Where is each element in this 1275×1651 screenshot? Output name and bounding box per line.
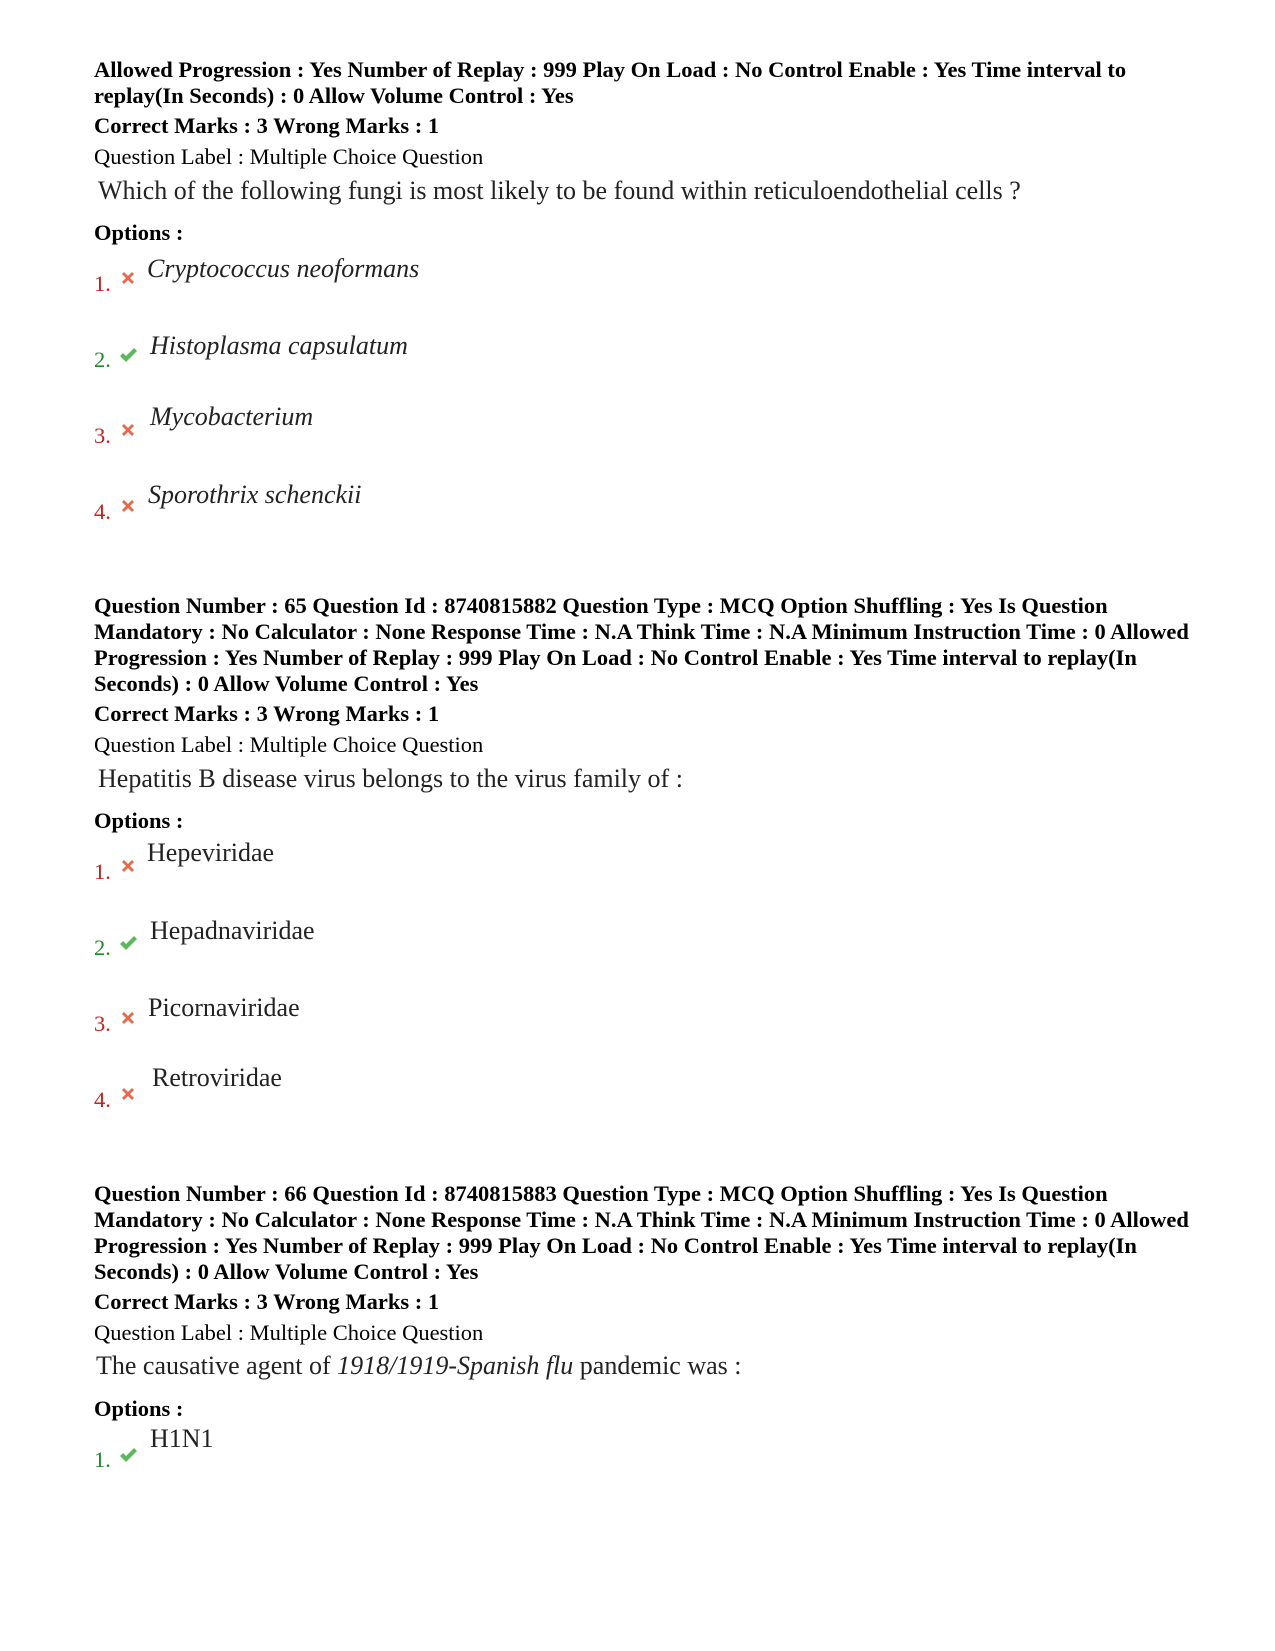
check-icon bbox=[118, 933, 138, 953]
options-header: Options : bbox=[94, 808, 184, 833]
options-header: Options : bbox=[94, 1396, 184, 1421]
option-text: Mycobacterium bbox=[150, 402, 314, 431]
option-number: 3. bbox=[94, 1011, 111, 1036]
check-icon bbox=[118, 1445, 138, 1465]
question-metadata: Question Number : 66 Question Id : 8740815883 Question Type : MCQ Option Shuffling : Yes Is Question Mandatory : No Calculator : None Response Time : N.A Think Time : N.A Minimum Instruction Time : 0 Allowed Progression : Yes Number of Replay : 999 Play On Load : No Control Enable : Yes Time interval to replay(In Seconds) : 0 Allow Volume Control : Yes bbox=[94, 1181, 1189, 1284]
cross-icon bbox=[118, 856, 138, 876]
option-number: 4. bbox=[94, 499, 111, 524]
option-number: 4. bbox=[94, 1087, 111, 1112]
marks-info: Correct Marks : 3 Wrong Marks : 1 bbox=[94, 113, 440, 138]
check-icon bbox=[118, 345, 138, 365]
question-label: Question Label : Multiple Choice Question bbox=[94, 144, 484, 169]
cross-icon bbox=[118, 420, 138, 440]
question-text-suffix: pandemic was : bbox=[573, 1351, 742, 1380]
option-number: 2. bbox=[94, 935, 111, 960]
cross-icon bbox=[118, 496, 138, 516]
cross-icon bbox=[118, 1008, 138, 1028]
question-metadata: Question Number : 65 Question Id : 8740815882 Question Type : MCQ Option Shuffling : Yes Is Question Mandatory : No Calculator : None Response Time : N.A Think Time : N.A Minimum Instruction Time : 0 Allowed Progression : Yes Number of Replay : 999 Play On Load : No Control Enable : Yes Time interval to replay(In Seconds) : 0 Allow Volume Control : Yes bbox=[94, 593, 1189, 696]
option-number: 2. bbox=[94, 347, 111, 372]
question-text: Hepatitis B disease virus belongs to the virus family of : bbox=[98, 764, 683, 793]
marks-info: Correct Marks : 3 Wrong Marks : 1 bbox=[94, 1289, 440, 1314]
option-number: 3. bbox=[94, 423, 111, 448]
option-text: Cryptococcus neoformans bbox=[147, 254, 420, 283]
question-label: Question Label : Multiple Choice Question bbox=[94, 732, 484, 757]
question-text-prefix: The causative agent of bbox=[96, 1351, 338, 1380]
cross-icon bbox=[118, 268, 138, 288]
option-text: Histoplasma capsulatum bbox=[150, 331, 408, 360]
option-text: Sporothrix schenckii bbox=[148, 480, 362, 509]
option-number: 1. bbox=[94, 859, 111, 884]
option-text: Hepadnaviridae bbox=[150, 916, 315, 945]
option-number: 1. bbox=[94, 271, 111, 296]
question-text: Which of the following fungi is most likely to be found within reticuloendothelial cells ? bbox=[98, 176, 1021, 205]
option-number: 1. bbox=[94, 1447, 111, 1472]
question-text-italic: 1918/1919-Spanish flu bbox=[337, 1351, 574, 1380]
option-text: Hepeviridae bbox=[147, 838, 275, 867]
options-header: Options : bbox=[94, 220, 184, 245]
option-text: Retroviridae bbox=[152, 1063, 282, 1092]
question-label: Question Label : Multiple Choice Question bbox=[94, 1320, 484, 1345]
question-text bbox=[96, 1351, 742, 1381]
marks-info: Correct Marks : 3 Wrong Marks : 1 bbox=[94, 701, 440, 726]
option-text: Picornaviridae bbox=[148, 993, 300, 1022]
cross-icon bbox=[118, 1084, 138, 1104]
option-text: H1N1 bbox=[150, 1424, 214, 1453]
question-metadata: Allowed Progression : Yes Number of Replay : 999 Play On Load : No Control Enable : Yes Time interval to replay(In Seconds) : 0 Allow Volume Control : Yes bbox=[94, 57, 1127, 108]
